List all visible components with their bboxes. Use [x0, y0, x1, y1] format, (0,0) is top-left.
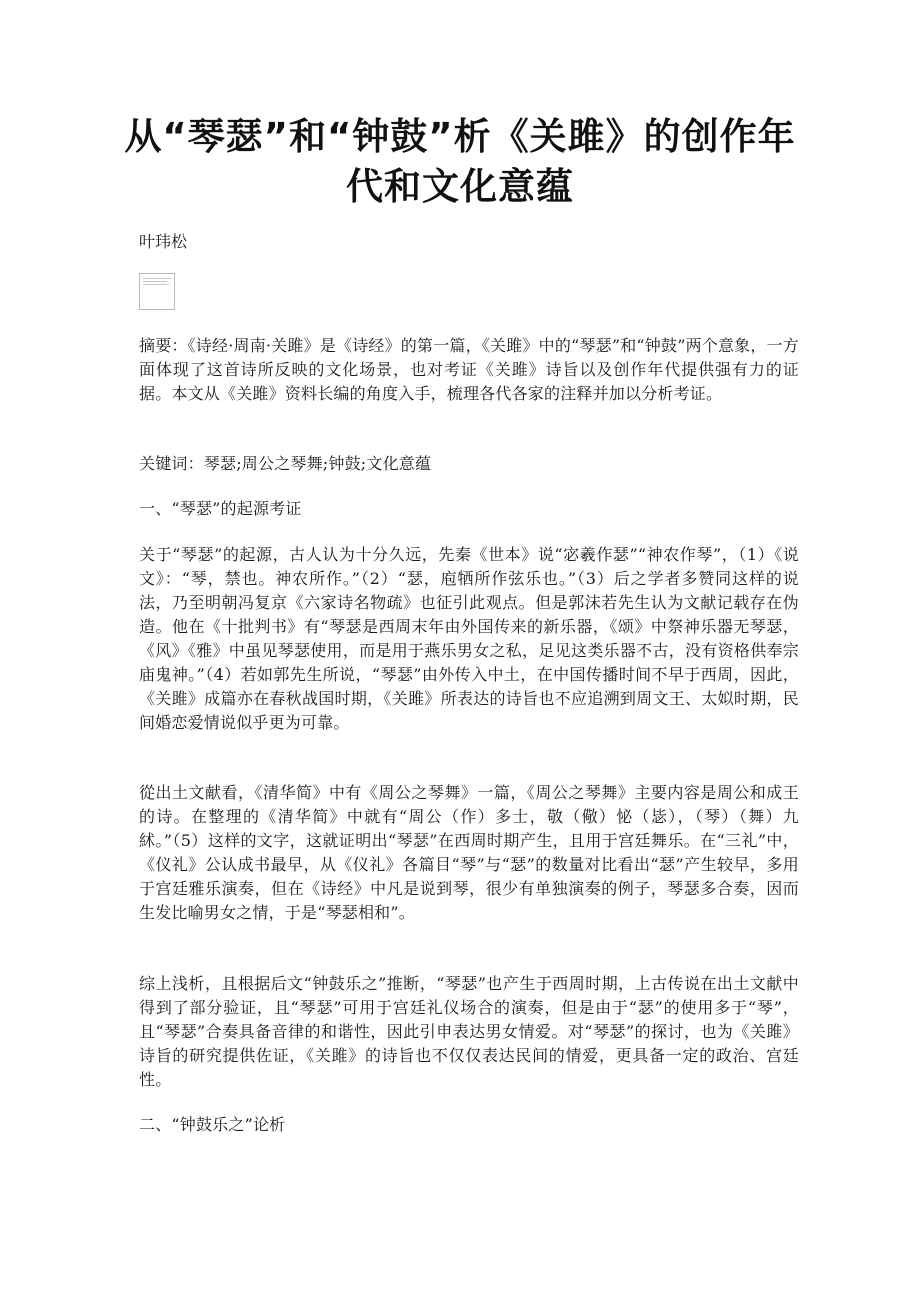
body-paragraph: 從出土文献看，《清华简》中有《周公之琴舞》一篇，《周公之琴舞》主要内容是周公和成王的诗。在整理的《清华简》中就有“周公（作）多士，敬（儆）怭（毖），（琴）（舞）九絉。”（5）这样的文字，这就证明出“琴瑟”在西周时期产生，且用于宫廷舞乐。在“三礼”中，《仪礼》公认成书最早，从《仪礼》各篇目“琴”与“瑟”的数量对比看出“瑟”产生较早，多用于宫廷雅乐演奏，但在《诗经》中凡是说到琴，很少有单独演奏的例子，琴瑟多合奏，因而生发比喻男女之情，于是“琴瑟相和”。 — [139, 783, 799, 922]
document-title: 从“琴瑟”和“钟鼓”析《关雎》的创作年代和文化意蕴 — [124, 115, 796, 208]
document-thumbnail-icon — [139, 273, 175, 310]
author-name: 叶玮松 — [139, 232, 188, 251]
section-heading-1: 一、“琴瑟”的起源考证 — [139, 499, 302, 518]
keywords-line: 关键词：琴瑟;周公之琴舞;钟鼓;文化意蕴 — [139, 454, 432, 473]
body-paragraph: 关于“琴瑟”的起源，古人认为十分久远，先秦《世本》说“宓羲作瑟”“神农作琴”，（1）《说文》：“琴，禁也。神农所作。”（2）“瑟，庖牺所作弦乐也。”（3）后之学者多赞同这样的说法，乃至明朝冯复京《六家诗名物疏》也征引此观点。但是郭沫若先生认为文献记载存在伪造。他在《十批判书》有“琴瑟是西周末年由外国传来的新乐器，《颂》中祭神乐器无琴瑟，《风》《雅》中虽见琴瑟使用，而是用于燕乐男女之私，足见这类乐器不古，没有资格供奉宗庙鬼神。”（4）若如郭先生所说，“琴瑟”由外传入中土，在中国传播时间不早于西周，因此，《关雎》成篇亦在春秋战国时期，《关雎》所表达的诗旨也不应追溯到周文王、太姒时期，民间婚恋爱情说似乎更为可靠。 — [139, 545, 799, 732]
body-paragraph: 综上浅析，且根据后文“钟鼓乐之”推断，“琴瑟”也产生于西周时期，上古传说在出土文献中得到了部分验证，且“琴瑟”可用于宫廷礼仪场合的演奏，但是由于“瑟”的使用多于“琴”，且“琴瑟”合奏具备音律的和谐性，因此引申表达男女情爱。对“琴瑟”的探讨，也为《关雎》诗旨的研究提供佐证，《关雎》的诗旨也不仅仅表达民间的情爱，更具备一定的政治、宫廷性。 — [139, 974, 799, 1089]
section-heading-2: 二、“钟鼓乐之”论析 — [139, 1115, 286, 1134]
abstract-paragraph: 摘要：《诗经·周南·关雎》是《诗经》的第一篇，《关雎》中的“琴瑟”和“钟鼓”两个意象，一方面体现了这首诗所反映的文化场景，也对考证《关雎》诗旨以及创作年代提供强有力的证据。本文从《关雎》资料长编的角度入手，梳理各代各家的注释并加以分析考证。 — [139, 336, 799, 403]
